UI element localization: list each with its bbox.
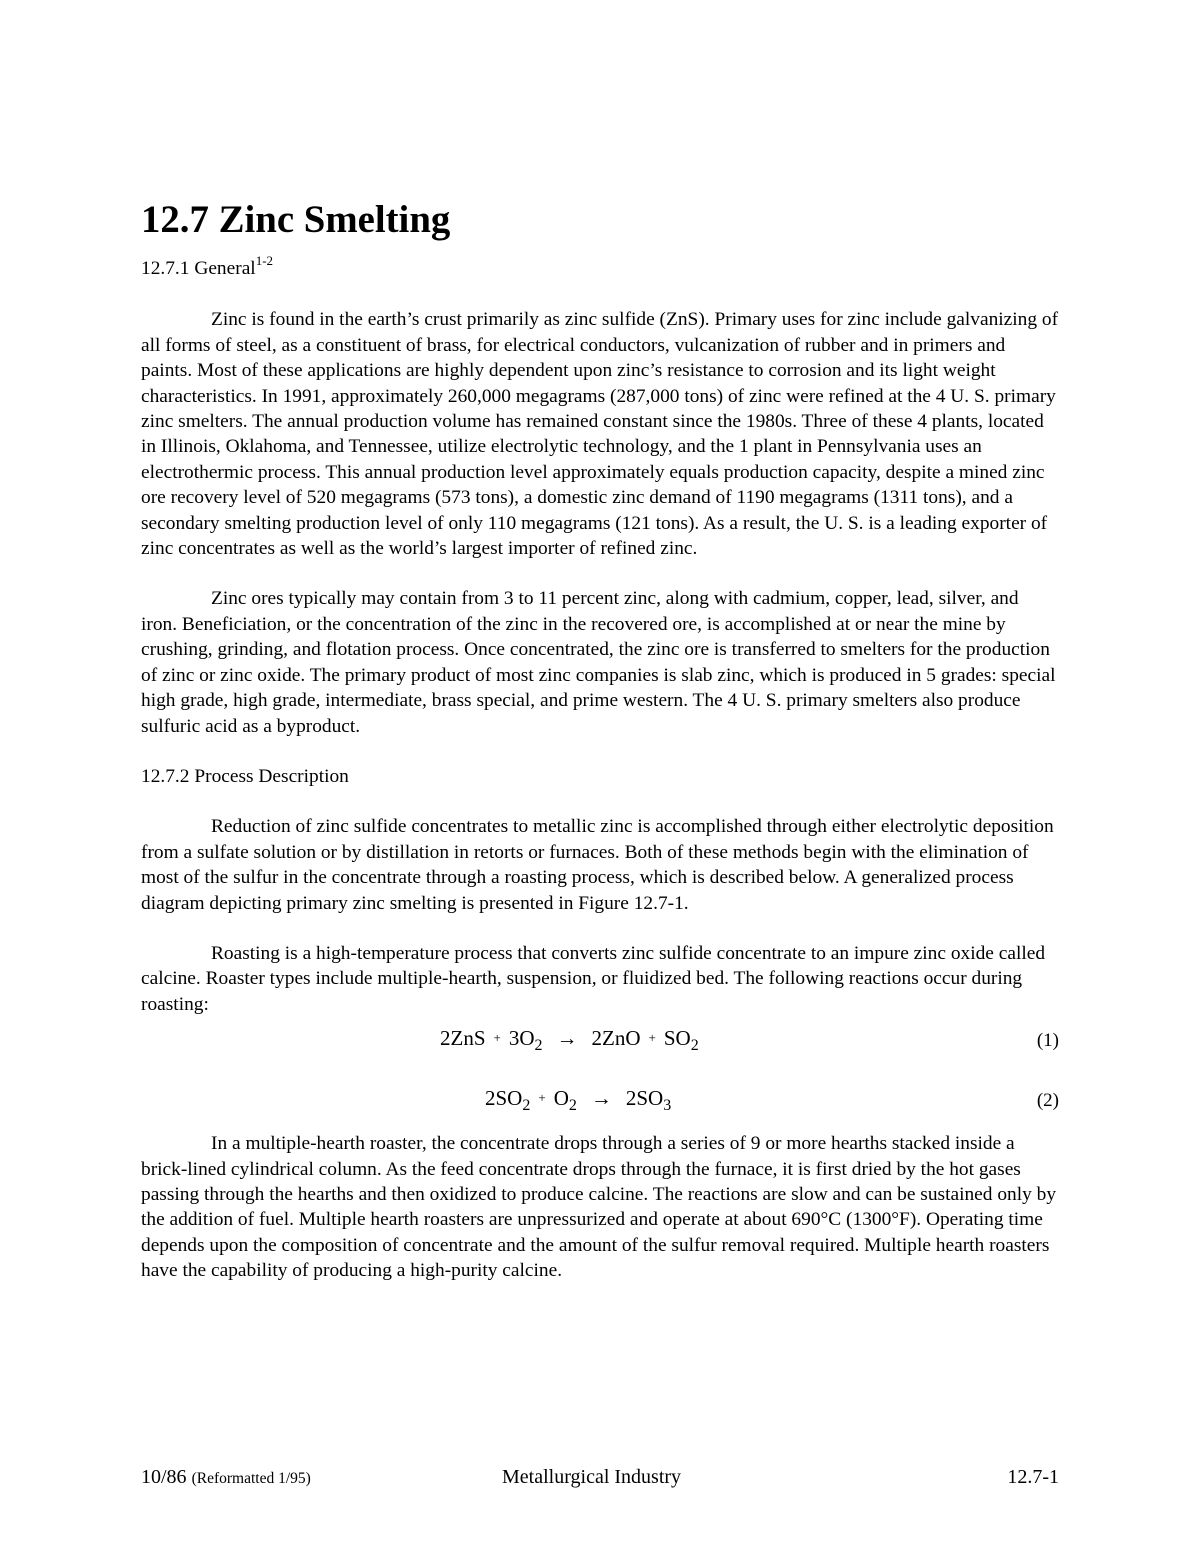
section-title: 12.7 Zinc Smelting: [141, 198, 451, 241]
eq2-reactant-2-subscript: 2: [568, 1097, 577, 1115]
paragraph-roasting: Roasting is a high-temperature process that converts zinc sulfide concentrate to an impure zinc oxide called calcine. Roaster types include multiple-hearth, suspension, or fluidized bed. The following reactions occur during roasting:: [141, 942, 1046, 1015]
eq1-product-2-subscript: 2: [690, 1037, 699, 1055]
eq1-product-2: SO: [663, 1026, 691, 1051]
footer-page-number: 12.7-1: [1007, 1466, 1059, 1488]
eq2-product-1: 2SO: [625, 1086, 664, 1111]
subsection-heading-general-text: 12.7.1 General: [141, 258, 256, 279]
footer-date-text: 10/86: [141, 1466, 187, 1488]
eq2-arrow: →: [590, 1086, 612, 1111]
eq1-plus-1: +: [493, 1030, 501, 1046]
footer-chapter: Metallurgical Industry: [502, 1466, 682, 1488]
paragraph-multiple-hearth: In a multiple-hearth roaster, the concentrate drops through a series of 9 or more hearths stacked inside a brick-lined cylindrical column. As the feed concentrate drops through the furnace, it is first dried by the hot gases passing through the hearths and then oxidized to produce calcine. The reactions are slow and can be sustained only by the addition of fuel. Multiple hearth roasters are unpressurized and operate at about 690°C (1300°F). Operating time depends upon the composition of concentrate and the amount of the sulfur removal required. Multiple hearth roasters have the capability of producing a high-purity calcine.: [141, 1133, 1057, 1282]
eq2-reactant-1-subscript: 2: [522, 1097, 531, 1115]
eq2-reactant-2: O: [553, 1086, 569, 1111]
eq1-arrow: →: [556, 1026, 578, 1051]
subsection-heading-process: 12.7.2 Process Description: [141, 765, 349, 787]
eq2-plus-1: +: [538, 1090, 546, 1106]
equation-2-body: [485, 1086, 671, 1113]
equation-2-number: (2): [1036, 1090, 1059, 1112]
eq1-reactant-2: 3O: [508, 1026, 535, 1051]
eq1-product-1: 2ZnO: [591, 1026, 641, 1051]
footer-reformatted: (Reformatted 1/95): [191, 1470, 311, 1487]
equation-1-body: [440, 1026, 699, 1053]
paragraph-reduction: Reduction of zinc sulfide concentrates to metallic zinc is accomplished through either electrolytic deposition from a sulfate solution or by distillation in retorts or furnaces. Both of these methods begin with the elimination of most of the sulfur in the concentrate through a roasting process, which is described below. A generalized process diagram depicting primary zinc smelting is presented in Figure 12.7-1.: [141, 816, 1054, 914]
footer-date: [141, 1466, 311, 1489]
subsection-heading-general: [141, 252, 1059, 281]
eq1-reactant-1: 2ZnS: [440, 1026, 486, 1051]
eq1-plus-2: +: [648, 1030, 656, 1046]
eq1-reactant-2-subscript: 2: [534, 1037, 543, 1055]
eq2-product-1-subscript: 3: [663, 1097, 672, 1115]
paragraph-zinc-ores: Zinc ores typically may contain from 3 to 11 percent zinc, along with cadmium, copper, lead, silver, and iron. Beneficiation, or the concentration of the zinc in the recovered ore, is accomplished at or near the mine by crushing, grinding, and flotation process. Once concentrated, the zinc ore is transferred to smelters for the production of zinc or zinc oxide. The primary product of most zinc companies is slab zinc, which is produced in 5 grades: special high grade, high grade, intermediate, brass special, and prime western. The 4 U. S. primary smelters also produce sulfuric acid as a byproduct.: [141, 588, 1056, 737]
reference-superscript: 1-2: [255, 252, 274, 268]
equation-1: [141, 1026, 1059, 1062]
equation-2: [141, 1086, 1059, 1122]
equation-1-number: (1): [1036, 1030, 1059, 1052]
paragraph-zinc-uses: Zinc is found in the earth’s crust primarily as zinc sulfide (ZnS). Primary uses for zinc include galvanizing of all forms of steel, as a constituent of brass, for electrical conductors, vulcanization of rubber and in primers and paints. Most of these applications are highly dependent upon zinc’s resistance to corrosion and its light weight characteristics. In 1991, approximately 260,000 megagrams (287,000 tons) of zinc were refined at the 4 U. S. primary zinc smelters. The annual production volume has remained constant since the 1980s. Three of these 4 plants, located in Illinois, Oklahoma, and Tennessee, utilize electrolytic technology, and the 1 plant in Pennsylvania uses an electrothermic process. This annual production level approximately equals production capacity, despite a mined zinc ore recovery level of 520 megagrams (573 tons), a domestic zinc demand of 1190 megagrams (1311 tons), and a secondary smelting production level of only 110 megagrams (121 tons). As a result, the U. S. is a leading exporter of zinc concentrates as well as the world’s largest importer of refined zinc.: [141, 309, 1059, 560]
page-content: [141, 198, 1059, 1284]
page-footer: [141, 1466, 1059, 1496]
eq2-reactant-1: 2SO: [485, 1086, 523, 1111]
